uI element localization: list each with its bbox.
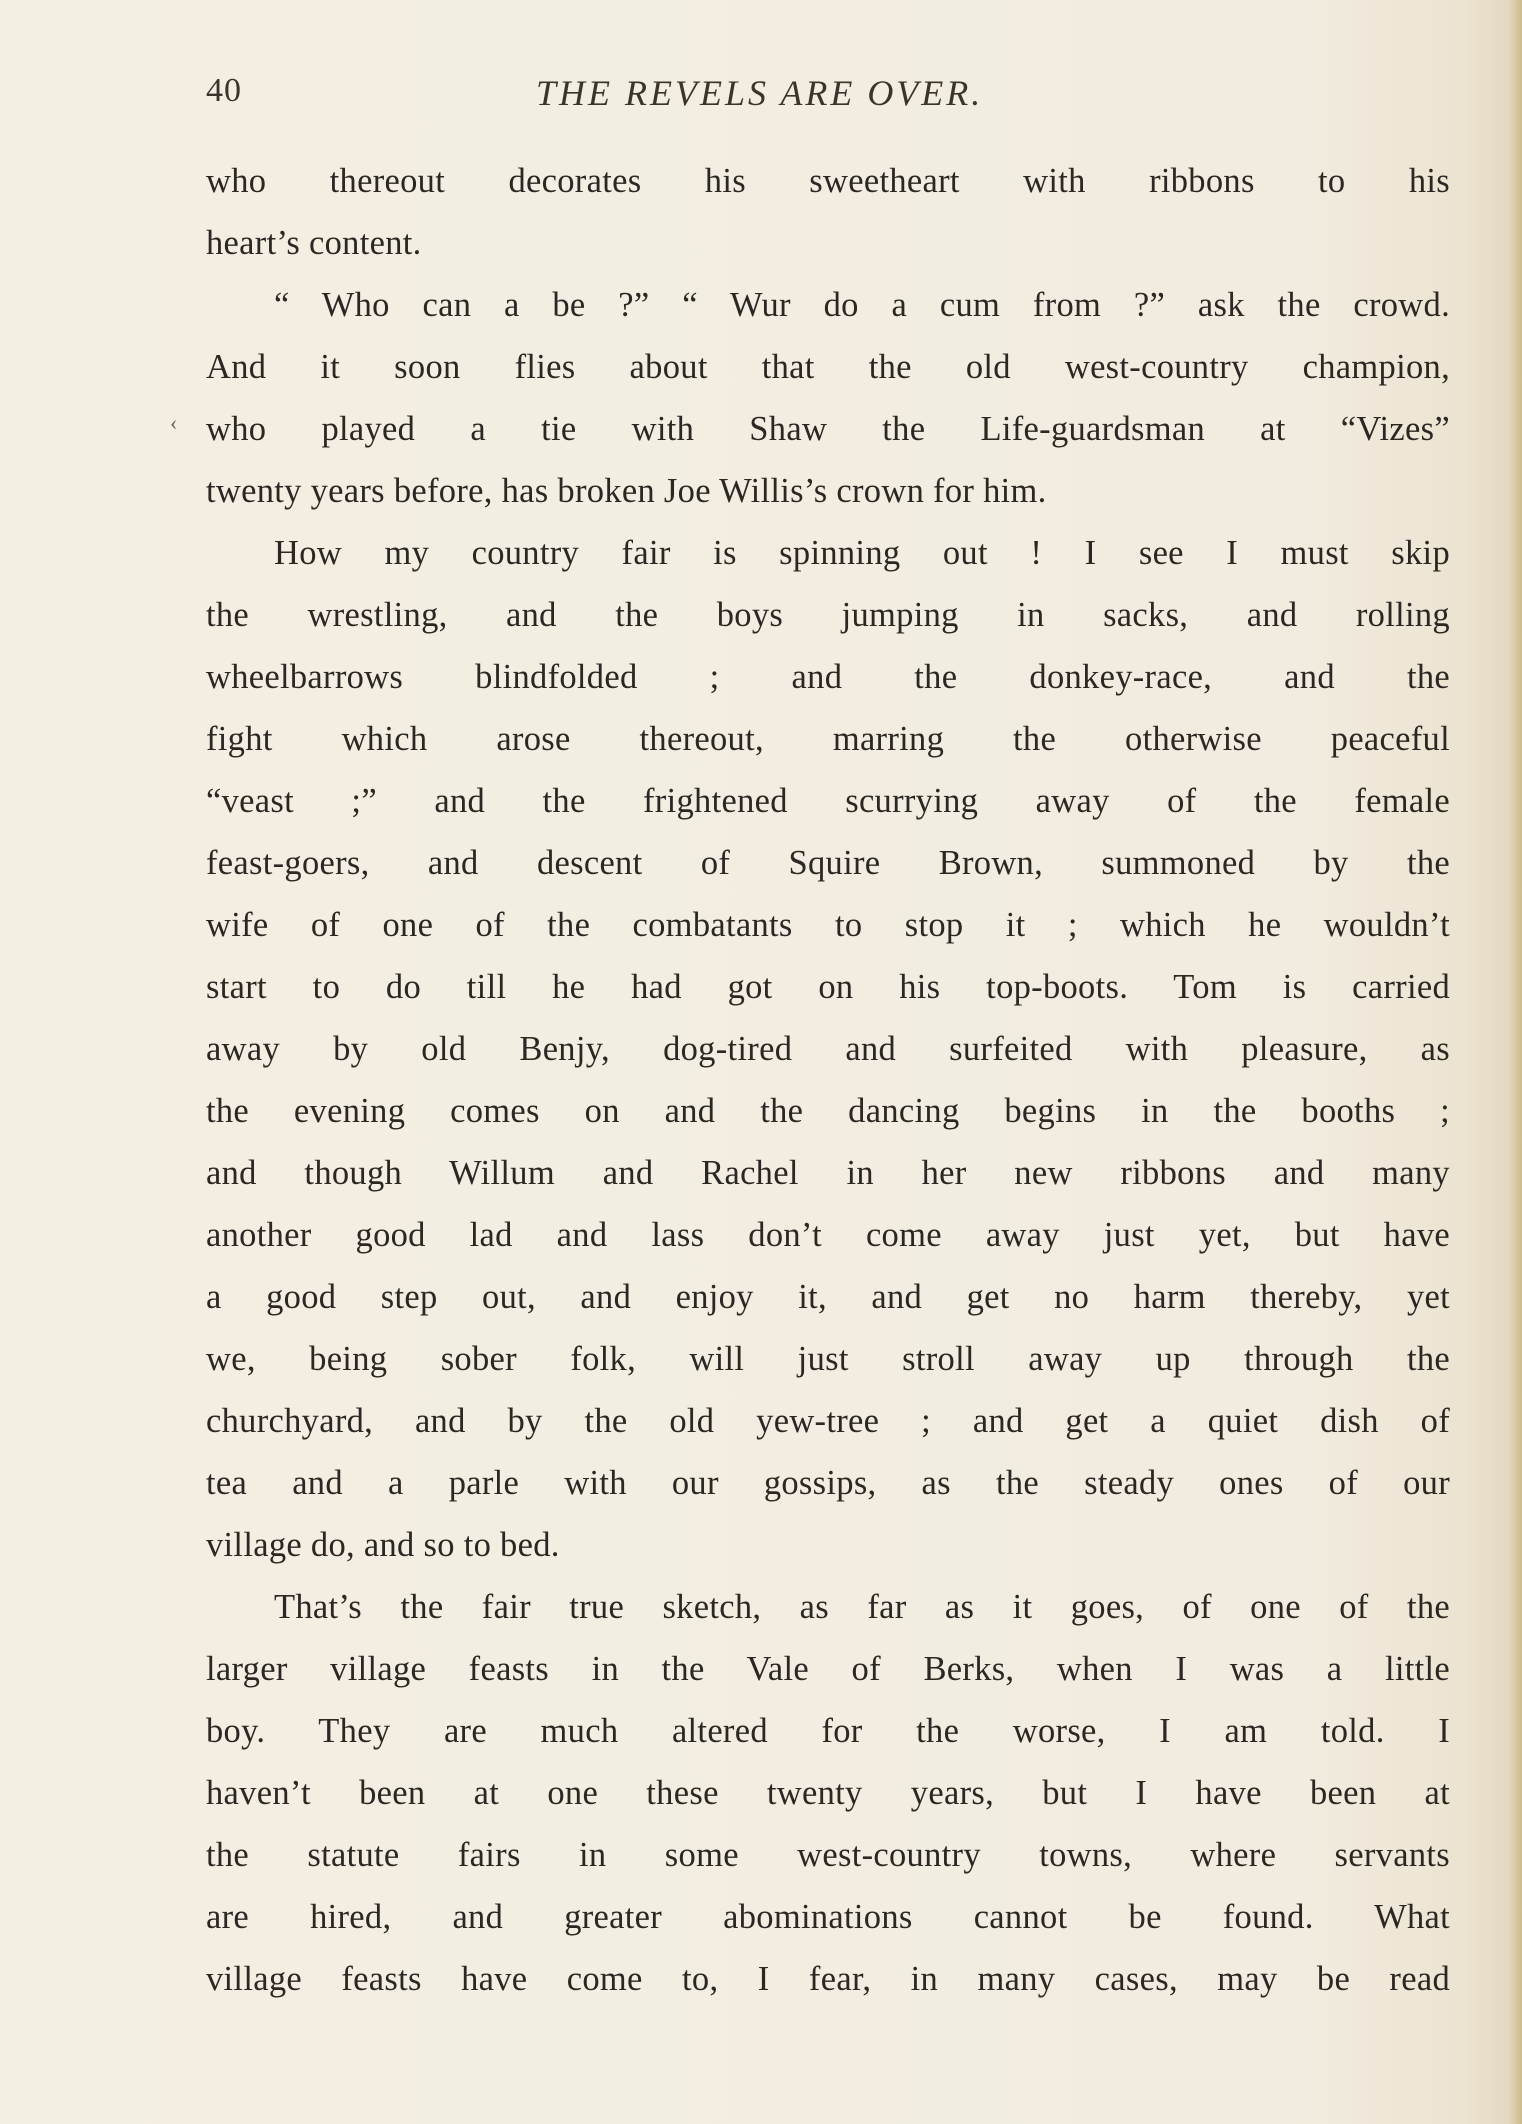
text-line: larger village feasts in the Vale of Berks, when I was a little [206, 1650, 1450, 1688]
page-number: 40 [206, 72, 242, 109]
text-line: village do, and so to bed. [206, 1526, 560, 1564]
text-line: tea and a parle with our gossips, as the steady ones of our [206, 1464, 1450, 1502]
text-line: the wrestling, and the boys jumping in sacks, and rolling [206, 596, 1450, 634]
text-line: And it soon flies about that the old west-country champion, [206, 348, 1450, 386]
text-line: “veast ;” and the frightened scurrying away of the female [206, 782, 1450, 820]
text-line: another good lad and lass don’t come away just yet, but have [206, 1216, 1450, 1254]
text-line: the evening comes on and the dancing begins in the booths ; [206, 1092, 1450, 1130]
text-line: the statute fairs in some west-country towns, where servants [206, 1836, 1450, 1874]
text-line: who played a tie with Shaw the Life-guardsman at “Vizes” [206, 410, 1450, 448]
body-text [206, 150, 1450, 2010]
text-line: away by old Benjy, dog-tired and surfeited with pleasure, as [206, 1030, 1450, 1068]
text-line: wife of one of the combatants to stop it ; which he wouldn’t [206, 906, 1450, 944]
page-header [206, 72, 1450, 132]
page-edge-shadow [1508, 0, 1522, 2124]
text-line: feast-goers, and descent of Squire Brown, summoned by the [206, 844, 1450, 882]
text-line: and though Willum and Rachel in her new ribbons and many [206, 1154, 1450, 1192]
text-line: we, being sober folk, will just stroll away up through the [206, 1340, 1450, 1378]
text-line: start to do till he had got on his top-boots. Tom is carried [206, 968, 1450, 1006]
text-line: who thereout decorates his sweetheart with ribbons to his [206, 162, 1450, 200]
margin-mark: ‹ [170, 410, 178, 435]
text-line: boy. They are much altered for the worse, I am told. I [206, 1712, 1450, 1750]
text-line: heart’s content. [206, 224, 422, 262]
text-line: village feasts have come to, I fear, in many cases, may be read [206, 1960, 1450, 1998]
text-line: “ Who can a be ?” “ Wur do a cum from ?” ask the crowd. [274, 286, 1450, 324]
text-line: How my country fair is spinning out ! I see I must skip [274, 534, 1450, 572]
running-title: THE REVELS ARE OVER. [536, 73, 984, 113]
text-line: a good step out, and enjoy it, and get no harm thereby, yet [206, 1278, 1450, 1316]
text-line: wheelbarrows blindfolded ; and the donkey-race, and the [206, 658, 1450, 696]
text-line: are hired, and greater abominations cannot be found. What [206, 1898, 1450, 1936]
text-line: That’s the fair true sketch, as far as it goes, of one of the [274, 1588, 1450, 1626]
text-line: fight which arose thereout, marring the otherwise peaceful [206, 720, 1450, 758]
text-line: haven’t been at one these twenty years, but I have been at [206, 1774, 1450, 1812]
text-line: twenty years before, has broken Joe Willis’s crown for him. [206, 472, 1047, 510]
text-line: churchyard, and by the old yew-tree ; and get a quiet dish of [206, 1402, 1450, 1440]
